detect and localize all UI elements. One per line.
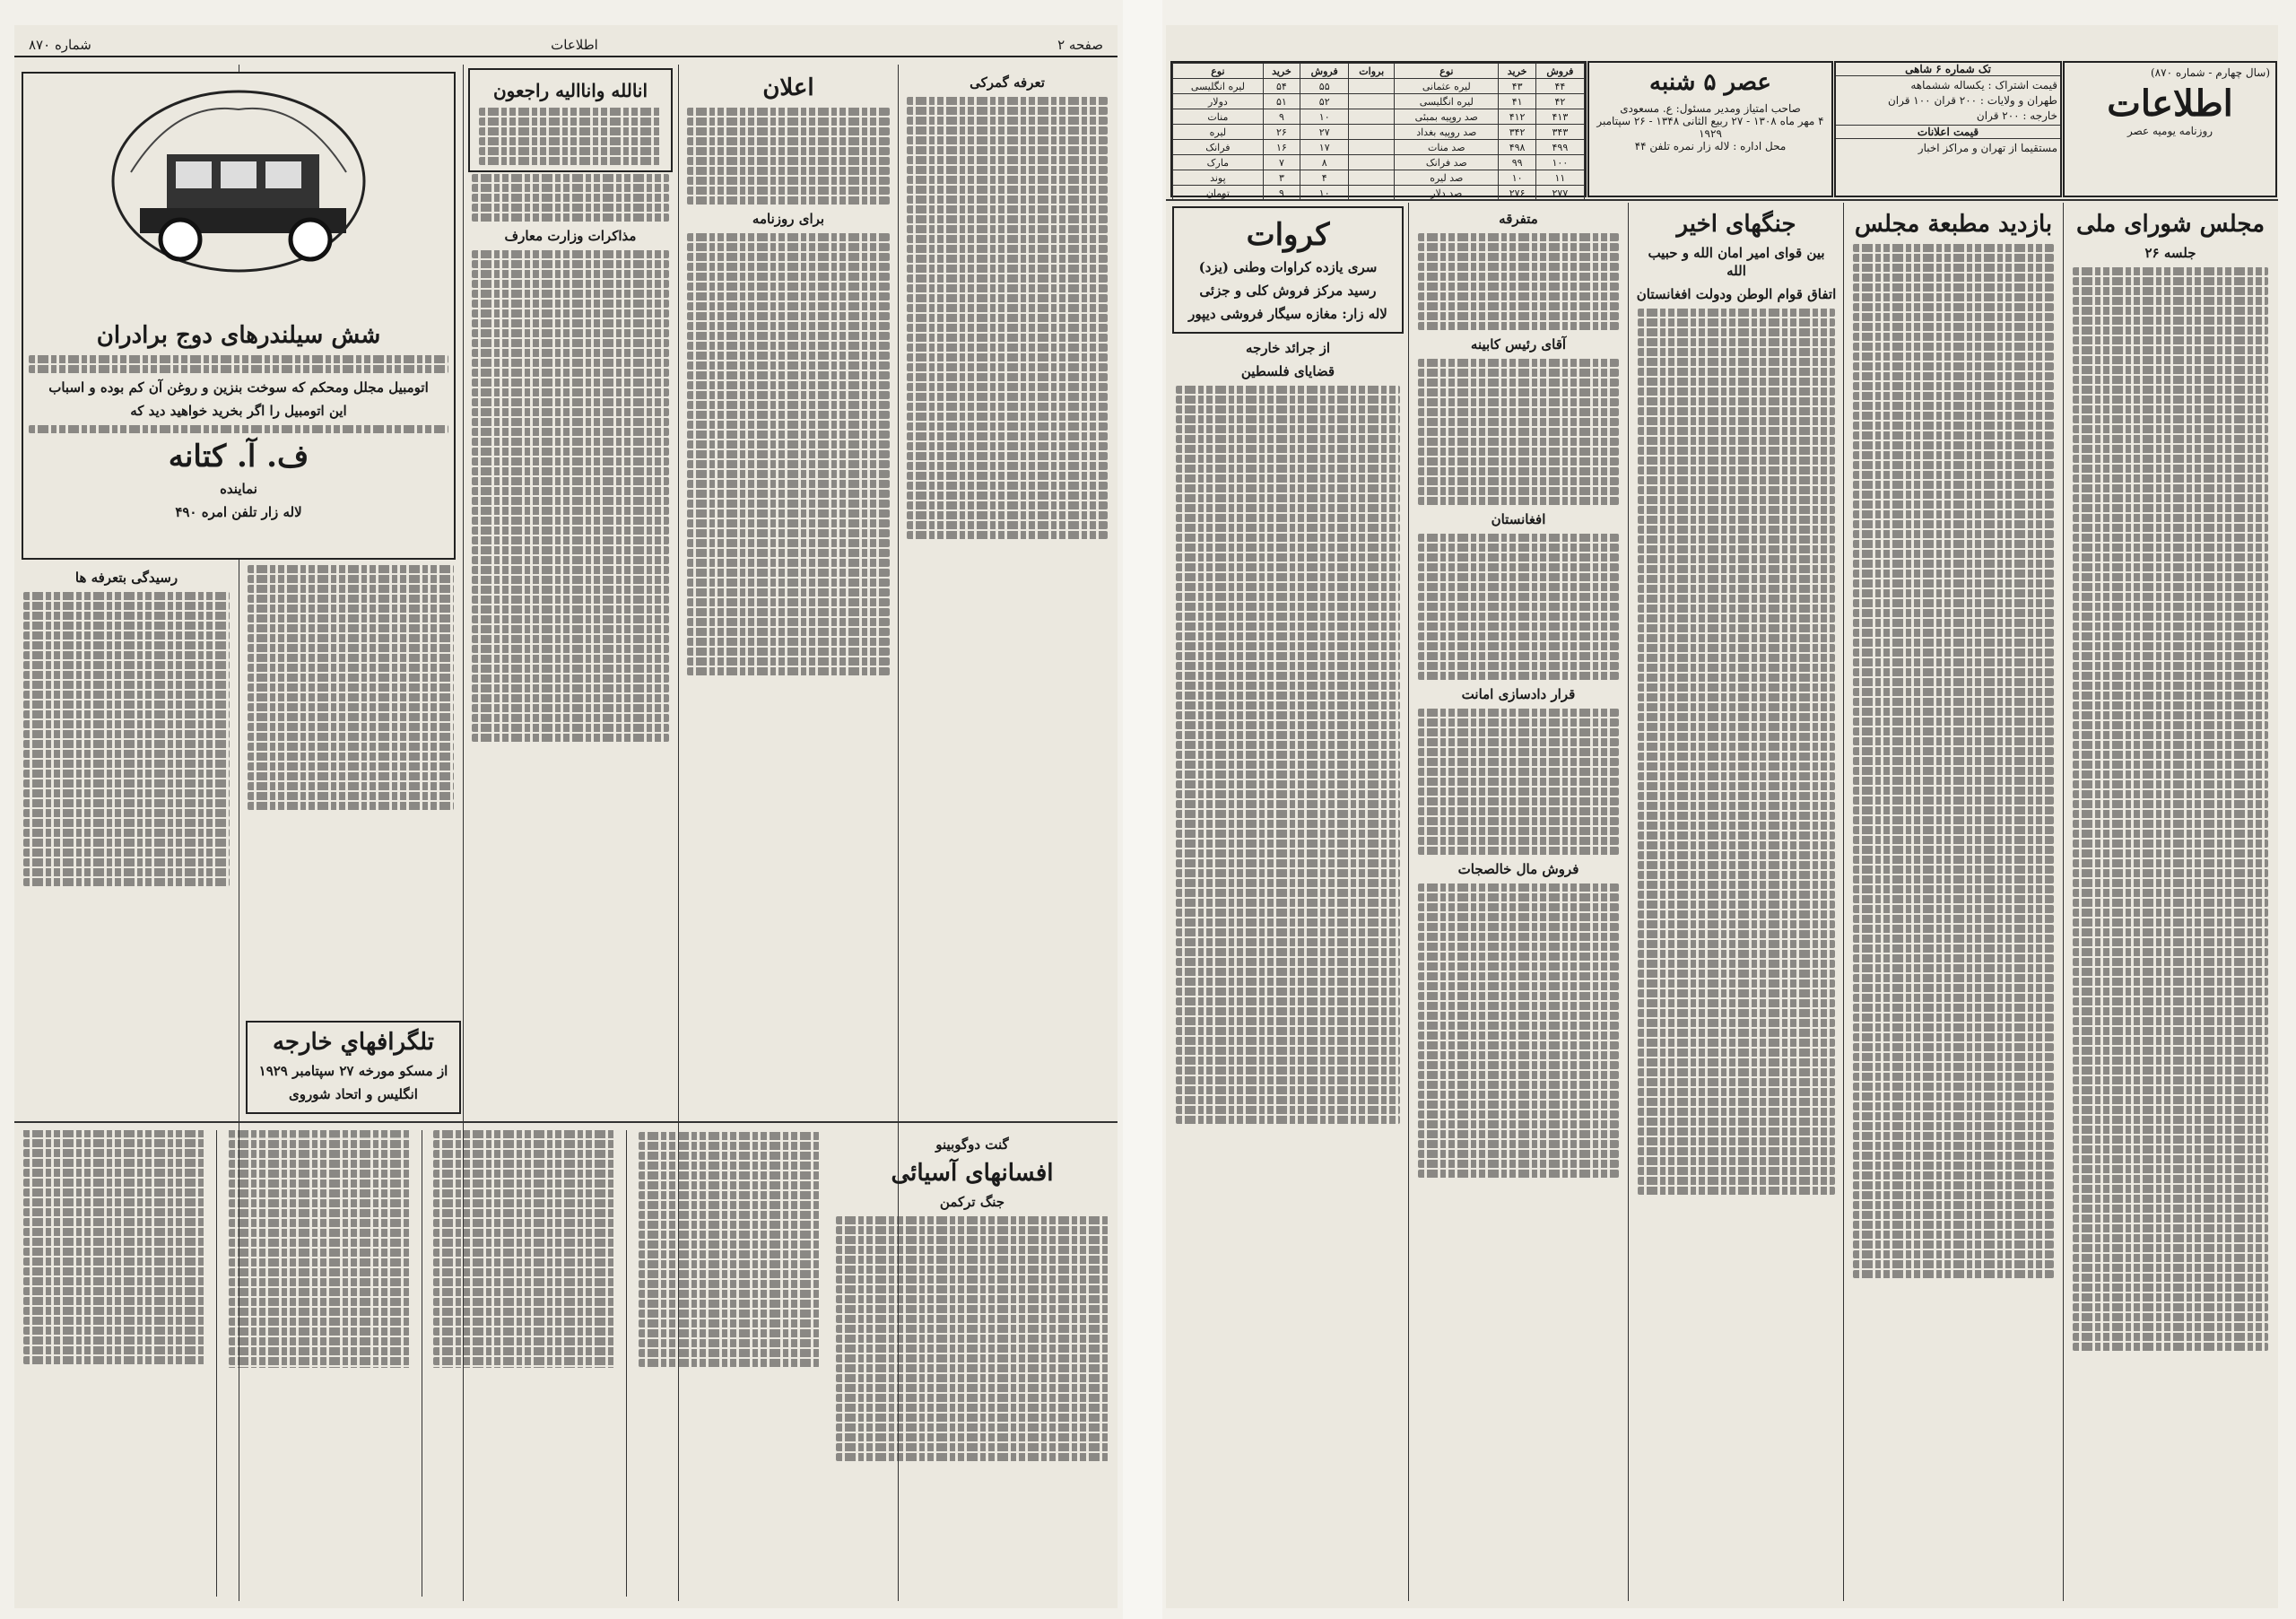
rates-cell: ۳	[1263, 170, 1300, 186]
weekday-label: عصر ۵ شنبه	[1649, 69, 1771, 96]
rates-cell: صد لیره	[1395, 170, 1499, 186]
rates-cell: مارک	[1173, 155, 1264, 170]
date-line: ۴ مهر ماه ۱۳۰۸ - ۲۷ ربیع الثانی ۱۳۴۸ - ۲۶ سپتامبر ۱۹۲۹	[1596, 115, 1824, 140]
rates-cell: ۴۴	[1535, 79, 1584, 94]
ad-title: شش سیلندرهای دوج برادران	[96, 322, 381, 349]
subscription-label: قیمت اشتراک : یکساله ششماهه	[1910, 79, 2057, 91]
ad-brand: ف. آ. کتانه	[168, 439, 309, 474]
rates-cell	[1349, 170, 1395, 186]
ad-text	[23, 316, 454, 527]
ties-advertisement	[1172, 206, 1404, 334]
rates-cell: ۱۰	[1300, 109, 1349, 125]
rates-cell: ۵۲	[1300, 94, 1349, 109]
rates-cell: ۸	[1300, 155, 1349, 170]
rates-row	[1173, 155, 1585, 170]
rates-cell: ۴	[1300, 170, 1349, 186]
rates-cell: ليره	[1173, 125, 1264, 140]
rates-cell: ۱۱	[1535, 170, 1584, 186]
fold-rule	[14, 1121, 1118, 1123]
rates-table	[1172, 63, 1585, 201]
misc-head: آقای رئیس کابینه	[1470, 336, 1567, 353]
rates-cell	[1349, 140, 1395, 155]
column-head: تعرفه گمرکی	[970, 74, 1045, 91]
majlis-session: جلسه ۲۶	[2144, 245, 2196, 261]
column-rule	[2063, 203, 2064, 1601]
rates-cell: صد منات	[1395, 140, 1499, 155]
telegrams-subtitle: از مسکو مورخه ۲۷ سپتامبر ۱۹۲۹	[258, 1063, 448, 1079]
rates-cell: ۴۲	[1535, 94, 1584, 109]
rates-row	[1173, 94, 1585, 109]
exchange-rates-table	[1170, 61, 1587, 197]
masthead-rule	[1166, 199, 2278, 201]
owner-line: صاحب امتیاز ومدیر مسئول: ع. مسعودی	[1620, 102, 1801, 115]
left-page	[14, 25, 1118, 1608]
masthead-logo-box	[2063, 61, 2277, 197]
column-head: برای روزنامه	[752, 211, 825, 227]
rates-cell: ۵۵	[1300, 79, 1349, 94]
rates-header-cell: نوع	[1173, 64, 1264, 79]
dodge-advertisement	[22, 72, 456, 560]
rates-header-cell: بروات	[1349, 64, 1395, 79]
subscription-box	[1834, 61, 2062, 197]
subscription-tehran: طهران و ولایات : ۲۰۰ قران ۱۰۰ قران	[1887, 94, 2057, 107]
rates-header-cell: فروش	[1300, 64, 1349, 79]
rates-cell: ۴۱	[1499, 94, 1535, 109]
rates-cell: لیره انگلیسی	[1173, 79, 1264, 94]
office-line: محل اداره : لاله زار نمره تلفن ۴۴	[1634, 140, 1787, 152]
left-page-header	[14, 34, 1118, 57]
war-subtitle: بین قوای امیر امان الله و حبیب الله	[1648, 245, 1825, 279]
rates-cell: ۱۷	[1300, 140, 1349, 155]
ties-column	[1170, 205, 1405, 1599]
rates-cell: منات	[1173, 109, 1264, 125]
rates-cell	[1349, 155, 1395, 170]
obituary-title: انالله وانااليه راجعون	[492, 80, 648, 101]
issue-number: شماره ۸۷۰	[29, 37, 91, 53]
rates-cell	[1349, 186, 1395, 201]
rates-cell: لیره انگلیسی	[1395, 94, 1499, 109]
rates-cell: ۱۰	[1499, 170, 1535, 186]
rates-cell: تومان	[1173, 186, 1264, 201]
rates-header-cell: فروش	[1535, 64, 1584, 79]
visit-column	[1848, 205, 2059, 1599]
rates-cell: ۲۷۶	[1499, 186, 1535, 201]
visit-title: بازدید مطبعة مجلس	[1854, 211, 2053, 238]
foreign-press-head: از جرائد خارجه	[1245, 340, 1331, 356]
rates-cell: ۴۱۳	[1535, 109, 1584, 125]
rates-cell: دولار	[1173, 94, 1264, 109]
rates-header-cell: خرید	[1499, 64, 1535, 79]
rates-row	[1173, 186, 1585, 201]
ads-price: قیمت اعلانات	[1836, 125, 2060, 139]
rates-cell: ۵۴	[1263, 79, 1300, 94]
single-issue-price: تک شماره ۶ شاهی	[1836, 63, 2060, 76]
obituary-box	[468, 68, 673, 172]
ad-line: این اتومبیل را اگر بخرید خواهید دید که	[130, 403, 347, 419]
rates-cell: ۷	[1263, 155, 1300, 170]
rates-cell: صد دلار	[1395, 186, 1499, 201]
ad-phone: لاله زار تلفن امره ۴۹۰	[175, 504, 302, 520]
misc-head: فروش مال خالصجات	[1457, 861, 1579, 877]
rates-row	[1173, 109, 1585, 125]
left-column-1	[18, 563, 235, 1115]
rates-row	[1173, 170, 1585, 186]
feuilleton-text	[18, 1130, 825, 1597]
rates-cell: ۳۴۳	[1535, 125, 1584, 140]
telegrams-title: تلگرافهاي خارجه	[272, 1029, 435, 1056]
left-column-5	[901, 68, 1113, 1113]
right-page	[1166, 25, 2278, 1608]
rates-cell: ۲۷۷	[1535, 186, 1584, 201]
ties-line: لاله زار: مغازه سیگار فروشی دیپور	[1188, 306, 1387, 322]
rates-cell: ۴۹۹	[1535, 140, 1584, 155]
rates-cell: ۹	[1263, 109, 1300, 125]
rates-cell: صد روپیه بغداد	[1395, 125, 1499, 140]
story-title: افسانهای آسیائی	[891, 1160, 1054, 1187]
story-subtitle: جنگ ترکمن	[939, 1194, 1005, 1210]
rates-cell: ۲۷	[1300, 125, 1349, 140]
rates-cell: ۹۹	[1499, 155, 1535, 170]
misc-head: قرار دادسازی امانت	[1461, 686, 1576, 702]
misc-column	[1413, 205, 1624, 1599]
rates-cell: لیره عثمانی	[1395, 79, 1499, 94]
masthead-desc: مستقیما از تهران و مراکز اخبار	[1918, 142, 2057, 154]
column-head: مذاکرات وزارت معارف	[504, 228, 637, 244]
story-column	[831, 1130, 1114, 1597]
column-rule	[1843, 203, 1844, 1601]
rates-row	[1173, 140, 1585, 155]
rates-cell: ۱۰۰	[1535, 155, 1584, 170]
telegrams-subtitle: انگلیس و اتحاد شوروی	[289, 1086, 418, 1102]
rates-row	[1173, 79, 1585, 94]
rates-cell: ۴۳	[1499, 79, 1535, 94]
notice-title: اعلان	[762, 74, 814, 101]
rates-cell: صد روپیه بمبئی	[1395, 109, 1499, 125]
masthead-title: اطلاعات	[2107, 83, 2233, 125]
left-column-4	[682, 68, 895, 1113]
rates-header-cell: خرید	[1263, 64, 1300, 79]
column-rule	[1628, 203, 1629, 1601]
column-rule	[1408, 203, 1409, 1601]
rates-cell: فرانک	[1173, 140, 1264, 155]
rates-cell	[1349, 125, 1395, 140]
rates-cell	[1349, 109, 1395, 125]
rates-cell: پوند	[1173, 170, 1264, 186]
column-head: رسیدگی بتعرفه ها	[74, 570, 178, 586]
rates-cell: صد فرانک	[1395, 155, 1499, 170]
rates-cell: ۱۶	[1263, 140, 1300, 155]
rates-header-row	[1173, 64, 1585, 79]
paper-name: اطلاعات	[551, 37, 598, 53]
war-title: جنگهای اخیر	[1676, 211, 1796, 238]
rates-cell: ۳۴۲	[1499, 125, 1535, 140]
rates-header-cell: نوع	[1395, 64, 1499, 79]
car-illustration	[104, 83, 373, 289]
rates-cell: ۴۱۲	[1499, 109, 1535, 125]
page-gutter	[1123, 0, 1162, 1619]
misc-head: افغانستان	[1491, 511, 1546, 527]
left-column-3	[466, 68, 674, 1113]
ad-line: اتومبیل مجلل ومحکم که سوخت بنزین و روغن آن کم بوده و اسباب	[48, 379, 429, 396]
story-kicker: گنت دوگوبینو	[935, 1136, 1009, 1153]
palestine-head: قضایای فلسطین	[1240, 363, 1335, 379]
majlis-column	[2067, 205, 2274, 1599]
ties-line: سری یازده کراوات وطنی (یزد)	[1198, 259, 1378, 275]
misc-head: متفرقه	[1499, 211, 1538, 227]
majlis-title: مجلس شورای ملی	[2075, 211, 2266, 238]
war-column	[1632, 205, 1840, 1599]
rates-cell: ۲۶	[1263, 125, 1300, 140]
telegrams-box	[246, 1021, 461, 1114]
masthead-daily: روزنامه یومیه عصر	[2126, 125, 2213, 137]
rates-cell: ۵۱	[1263, 94, 1300, 109]
rates-cell: ۱۰	[1300, 186, 1349, 201]
rates-cell: ۹	[1263, 186, 1300, 201]
war-subtitle: اتفاق قوام الوطن ودولت افغانستان	[1636, 286, 1837, 302]
rates-row	[1173, 125, 1585, 140]
ties-title: کروات	[1246, 217, 1330, 253]
year-issue: (سال چهارم - شماره ۸۷۰)	[2150, 66, 2270, 79]
page-number: صفحه ۲	[1057, 37, 1103, 53]
dateline-box	[1587, 61, 1833, 197]
ad-agent: نماینده	[220, 481, 257, 497]
rates-cell	[1349, 94, 1395, 109]
rates-cell	[1349, 79, 1395, 94]
subscription-abroad: خارجه : ۲۰۰ قران	[1976, 109, 2057, 122]
rates-cell: ۴۹۸	[1499, 140, 1535, 155]
left-column-2	[242, 563, 459, 1066]
ties-line: رسید مرکز فروش کلی و جزئی	[1199, 283, 1377, 299]
